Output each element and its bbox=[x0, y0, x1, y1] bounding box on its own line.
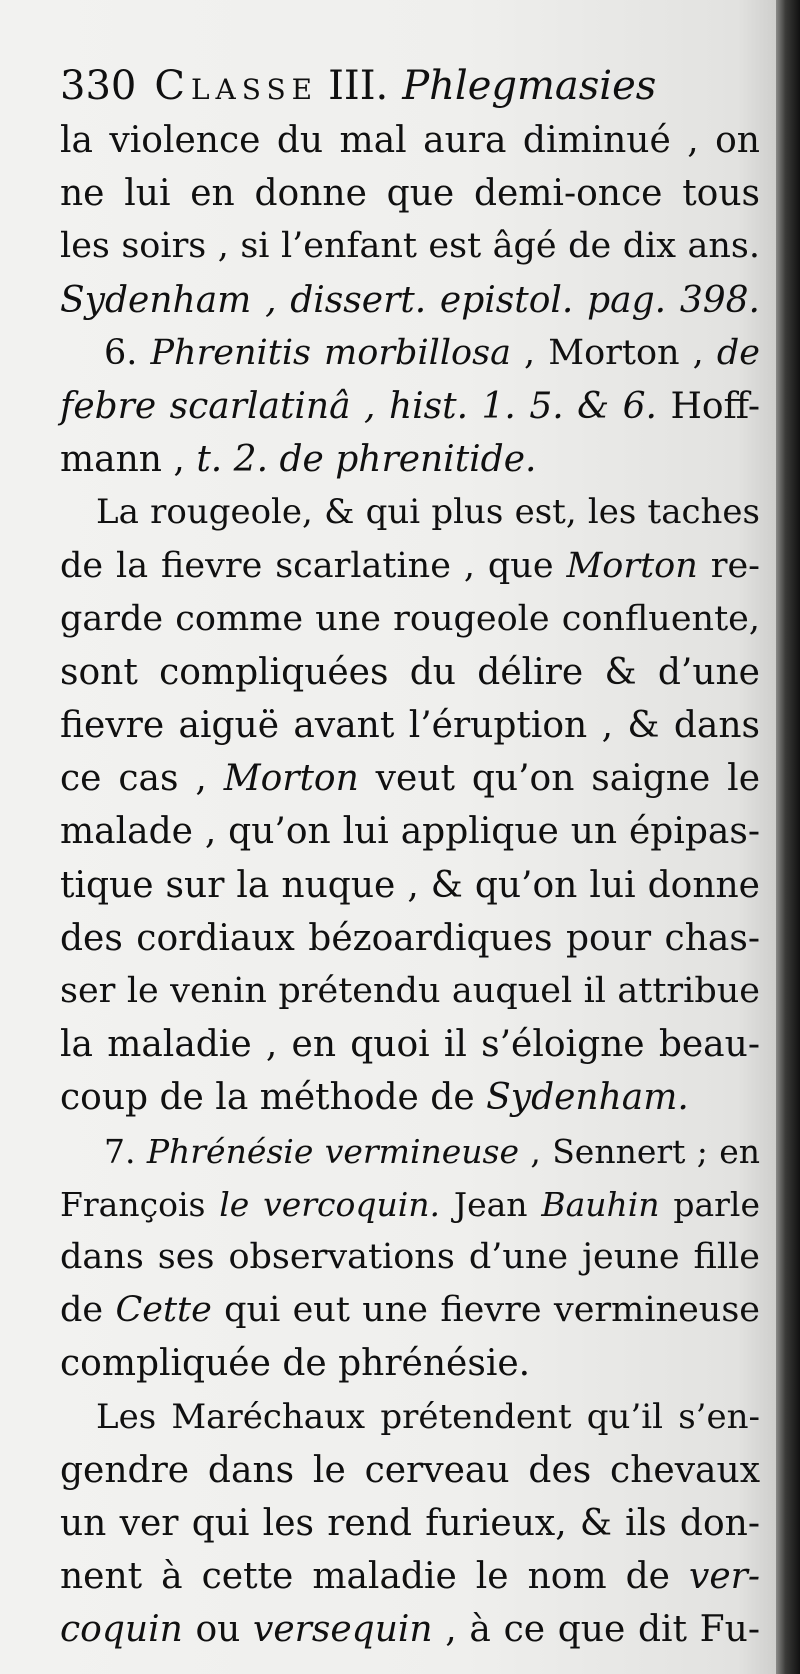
text-run: de la fievre scarlatine , que bbox=[60, 545, 567, 586]
text-run: , à ce que dit Fu- bbox=[432, 1609, 760, 1651]
text-run: parle bbox=[659, 1184, 760, 1224]
text-run: des cordiaux bézoardiques pour chas- bbox=[60, 917, 760, 959]
text-line bbox=[60, 1125, 760, 1178]
text-run: gendre dans le cerveau des chevaux bbox=[60, 1449, 760, 1491]
text-line bbox=[60, 380, 760, 433]
text-line bbox=[60, 912, 760, 965]
text-run: 6. bbox=[104, 332, 151, 373]
italic-run: ver- bbox=[688, 1556, 760, 1598]
section-number: III. bbox=[328, 63, 389, 109]
page-header bbox=[60, 58, 750, 114]
text-line bbox=[60, 433, 760, 486]
text-run: ne lui en donne que demi-once tous bbox=[60, 173, 760, 215]
body-text bbox=[60, 114, 760, 1656]
text-run: la violence du mal aura diminué , on bbox=[60, 120, 760, 161]
text-run: , Morton , bbox=[510, 332, 717, 373]
text-run: coup de la méthode de bbox=[60, 1077, 487, 1119]
italic-run: Sydenham , dissert. epistol. pag. 398. bbox=[60, 279, 760, 321]
text-line bbox=[60, 540, 760, 593]
text-line bbox=[60, 1391, 760, 1444]
italic-run: Morton bbox=[223, 758, 359, 800]
text-line bbox=[60, 699, 760, 752]
text-run: ce cas , bbox=[60, 758, 224, 800]
italic-run: Phrenitis morbillosa bbox=[150, 332, 511, 373]
text-run: ser le venin prétendu auquel il attribue bbox=[60, 971, 760, 1011]
italic-run: Sydenham. bbox=[486, 1077, 689, 1119]
italic-run: Cette bbox=[115, 1290, 212, 1331]
text-line bbox=[60, 805, 760, 858]
text-line bbox=[60, 220, 760, 273]
text-run: tique sur la nuque , & qu’on lui donne bbox=[60, 864, 760, 906]
text-run: Les Maréchaux prétendent qu’il s’en- bbox=[96, 1396, 760, 1437]
text-run: mann , bbox=[60, 439, 197, 481]
text-line bbox=[60, 1603, 760, 1656]
text-run: la maladie , en quoi il s’éloigne beau- bbox=[60, 1024, 760, 1066]
text-line bbox=[60, 327, 760, 380]
text-run: dans ses observations d’une jeune fille bbox=[60, 1236, 760, 1277]
text-run: garde comme une rougeole confluente, bbox=[60, 598, 760, 639]
text-line bbox=[60, 859, 760, 912]
text-line bbox=[60, 1337, 760, 1390]
text-run: qui eut une fievre vermineuse bbox=[211, 1290, 760, 1331]
text-run: 7. bbox=[104, 1131, 147, 1171]
text-run: ou bbox=[182, 1609, 254, 1651]
text-run: nent à cette maladie le nom de bbox=[60, 1556, 689, 1598]
text-run: François bbox=[60, 1184, 220, 1224]
text-line bbox=[60, 486, 760, 539]
italic-run: Bauhin bbox=[541, 1184, 660, 1224]
italic-run: Phrénésie vermineuse bbox=[146, 1131, 520, 1171]
italic-run: versequin bbox=[253, 1609, 433, 1651]
text-line bbox=[60, 965, 760, 1018]
italic-run: coquin bbox=[60, 1609, 183, 1651]
text-run: re- bbox=[697, 545, 760, 586]
italic-run: Morton bbox=[566, 545, 698, 586]
text-run: fievre aiguë avant l’éruption , & dans bbox=[60, 705, 760, 747]
text-line bbox=[60, 646, 760, 699]
italic-run: de bbox=[716, 332, 760, 373]
text-line bbox=[60, 1178, 760, 1231]
text-line bbox=[60, 1550, 760, 1603]
italic-run: le vercoquin. bbox=[219, 1184, 441, 1224]
text-line bbox=[60, 1231, 760, 1284]
text-line bbox=[60, 593, 760, 646]
text-run: Jean bbox=[440, 1184, 542, 1224]
text-line bbox=[60, 1071, 760, 1124]
italic-run: t. 2. de phrenitide. bbox=[196, 439, 537, 481]
text-run: de bbox=[60, 1290, 116, 1331]
text-run: Hoff- bbox=[657, 385, 760, 427]
text-line bbox=[60, 167, 760, 220]
text-run: , Sennert ; en bbox=[519, 1131, 760, 1171]
page-edge-shadow bbox=[776, 0, 800, 1674]
text-line bbox=[60, 752, 760, 805]
text-line bbox=[60, 1497, 760, 1550]
italic-run: febre scarlatinâ , hist. 1. 5. & 6. bbox=[60, 385, 657, 427]
text-run: sont compliquées du délire & d’une bbox=[60, 651, 760, 693]
text-run: les soirs , si l’enfant est âgé de dix ans. bbox=[60, 226, 760, 267]
text-run: La rougeole, & qui plus est, les taches bbox=[96, 492, 760, 533]
text-line bbox=[60, 274, 760, 327]
text-line bbox=[60, 1444, 760, 1497]
text-run: compliquée de phrénésie. bbox=[60, 1343, 531, 1385]
running-title: Phlegmasies bbox=[402, 63, 657, 109]
text-run: un ver qui les rend furieux, & ils don- bbox=[60, 1502, 760, 1544]
text-line bbox=[60, 1284, 760, 1337]
text-line bbox=[60, 1018, 760, 1071]
page-number: 330 bbox=[60, 63, 137, 109]
text-run: malade , qu’on lui applique un épipas- bbox=[60, 811, 760, 853]
text-run: veut qu’on saigne le bbox=[358, 758, 760, 800]
section-label: Classe bbox=[154, 63, 319, 109]
text-line bbox=[60, 114, 760, 167]
